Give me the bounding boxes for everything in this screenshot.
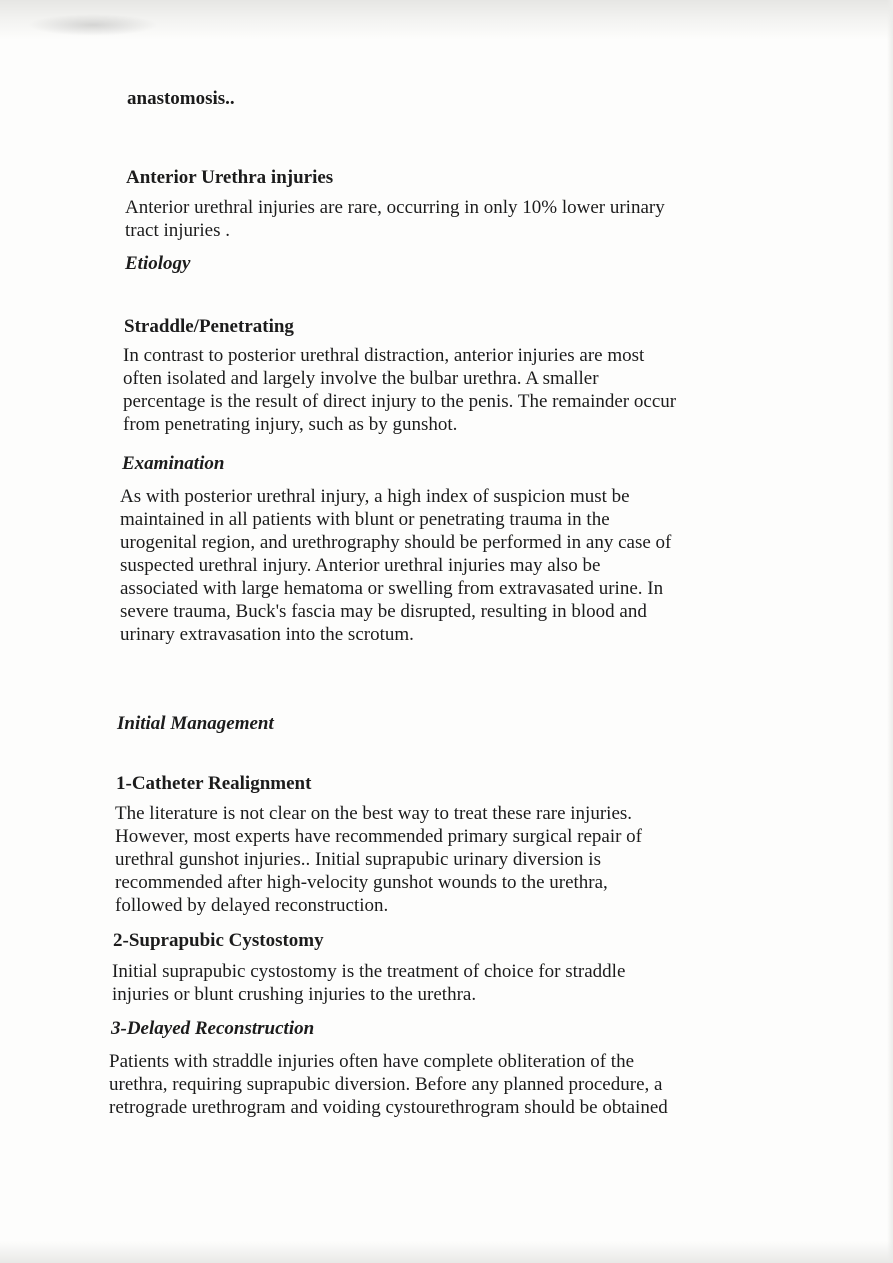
initial-management-heading: Initial Management	[117, 713, 274, 734]
intro-line: tract injuries .	[125, 220, 230, 241]
delayed-line: urethra, requiring suprapubic diversion. Before any planned procedure, a	[109, 1074, 663, 1095]
cystostomy-line: injuries or blunt crushing injuries to the urethra.	[112, 984, 477, 1005]
catheter-line: However, most experts have recommended primary surgical repair of	[115, 826, 642, 847]
etiology-heading: Etiology	[125, 253, 191, 274]
examination-line: severe trauma, Buck's fascia may be disrupted, resulting in blood and	[120, 601, 647, 622]
straddle-heading: Straddle/Penetrating	[124, 316, 294, 337]
examination-line: urogenital region, and urethrography should be performed in any case of	[120, 532, 672, 553]
examination-line: associated with large hematoma or swelling from extravasated urine. In	[120, 578, 664, 599]
examination-paragraph	[120, 485, 671, 646]
delayed-heading: 3-Delayed Reconstruction	[111, 1018, 315, 1039]
straddle-line: percentage is the result of direct injury to the penis. The remainder occur	[123, 391, 677, 412]
examination-line: suspected urethral injury. Anterior urethral injuries may also be	[120, 555, 601, 576]
catheter-line: urethral gunshot injuries.. Initial suprapubic urinary diversion is	[115, 849, 601, 870]
examination-line: maintained in all patients with blunt or penetrating trauma in the	[120, 509, 610, 530]
straddle-line: from penetrating injury, such as by gunshot.	[123, 414, 458, 435]
cystostomy-heading: 2-Suprapubic Cystostomy	[113, 930, 324, 951]
examination-line: urinary extravasation into the scrotum.	[120, 624, 414, 645]
cystostomy-line: Initial suprapubic cystostomy is the treatment of choice for straddle	[112, 961, 626, 982]
cystostomy-paragraph	[112, 960, 625, 1006]
examination-line: As with posterior urethral injury, a high index of suspicion must be	[120, 486, 630, 507]
examination-heading: Examination	[122, 453, 225, 474]
straddle-line: often isolated and largely involve the bulbar urethra. A smaller	[123, 368, 599, 389]
scan-shadow-right	[887, 0, 893, 1263]
intro-line: Anterior urethral injuries are rare, occurring in only 10% lower urinary	[125, 197, 665, 218]
delayed-line: retrograde urethrogram and voiding cystourethrogram should be obtained	[109, 1097, 668, 1118]
top-fragment: anastomosis..	[127, 88, 235, 109]
straddle-line: In contrast to posterior urethral distraction, anterior injuries are most	[123, 345, 645, 366]
scan-shadow-bottom	[0, 1241, 893, 1263]
intro-paragraph	[125, 196, 665, 242]
catheter-line: followed by delayed reconstruction.	[115, 895, 389, 916]
catheter-line: The literature is not clear on the best way to treat these rare injuries.	[115, 803, 633, 824]
delayed-paragraph	[109, 1050, 668, 1119]
scan-smudge	[28, 14, 158, 36]
catheter-heading: 1-Catheter Realignment	[116, 773, 312, 794]
section-title: Anterior Urethra injuries	[126, 167, 334, 188]
delayed-line: Patients with straddle injuries often have complete obliteration of the	[109, 1051, 634, 1072]
catheter-paragraph	[115, 802, 642, 917]
catheter-line: recommended after high-velocity gunshot wounds to the urethra,	[115, 872, 608, 893]
straddle-paragraph	[123, 344, 676, 436]
